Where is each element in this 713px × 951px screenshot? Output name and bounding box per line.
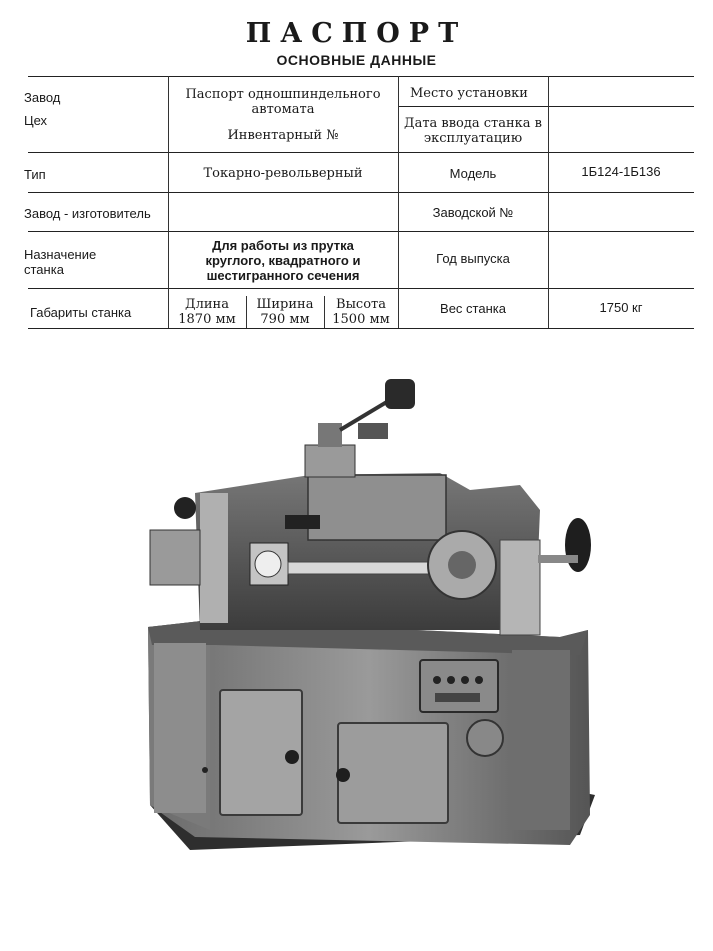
- width-value: 790 мм: [260, 312, 310, 327]
- purpose-label: Назначение станка: [24, 247, 97, 277]
- model-label: Модель: [449, 166, 497, 181]
- passport-type-title: Паспорт одношпиндельного автомата: [185, 87, 381, 117]
- height-label: Высота: [336, 297, 386, 312]
- model-value: 1Б124-1Б136: [581, 164, 661, 179]
- type-value: Токарно-револьверный: [203, 166, 363, 181]
- table-rule: [28, 328, 694, 329]
- manufacturer-label: Завод - изготовитель: [24, 206, 151, 221]
- install-place-label: Место установки: [410, 86, 528, 101]
- table-rule: [28, 192, 694, 193]
- commission-date-label: Дата ввода станка в эксплуатацию: [404, 116, 542, 146]
- length-value: 1870 мм: [178, 312, 236, 327]
- table-rule: [398, 76, 399, 328]
- table-rule: [168, 76, 169, 328]
- weight-value: 1750 кг: [599, 300, 643, 315]
- main-data-subtitle: ОСНОВНЫЕ ДАННЫЕ: [276, 52, 437, 68]
- machine-photo: [140, 375, 605, 875]
- purpose-value: Для работы из прутка круглого, квадратного и шестигранного сечения: [205, 238, 361, 283]
- table-rule: [398, 106, 694, 107]
- passport-title: ПАСПОРТ: [245, 18, 468, 49]
- table-rule: [28, 288, 694, 289]
- workshop-label: Цех: [24, 113, 48, 128]
- table-rule: [28, 76, 694, 77]
- weight-label: Вес станка: [440, 301, 506, 316]
- width-label: Ширина: [256, 297, 314, 312]
- length-label: Длина: [185, 297, 229, 312]
- table-rule: [28, 152, 694, 153]
- dimensions-label: Габариты станка: [30, 305, 132, 320]
- factory-label: Завод: [24, 90, 61, 105]
- inventory-number-label: Инвентарный №: [227, 128, 339, 143]
- table-rule: [28, 231, 694, 232]
- serial-number-label: Заводской №: [432, 205, 514, 220]
- year-label: Год выпуска: [436, 251, 510, 266]
- table-rule: [548, 76, 549, 328]
- type-label: Тип: [24, 167, 46, 182]
- height-value: 1500 мм: [332, 312, 390, 327]
